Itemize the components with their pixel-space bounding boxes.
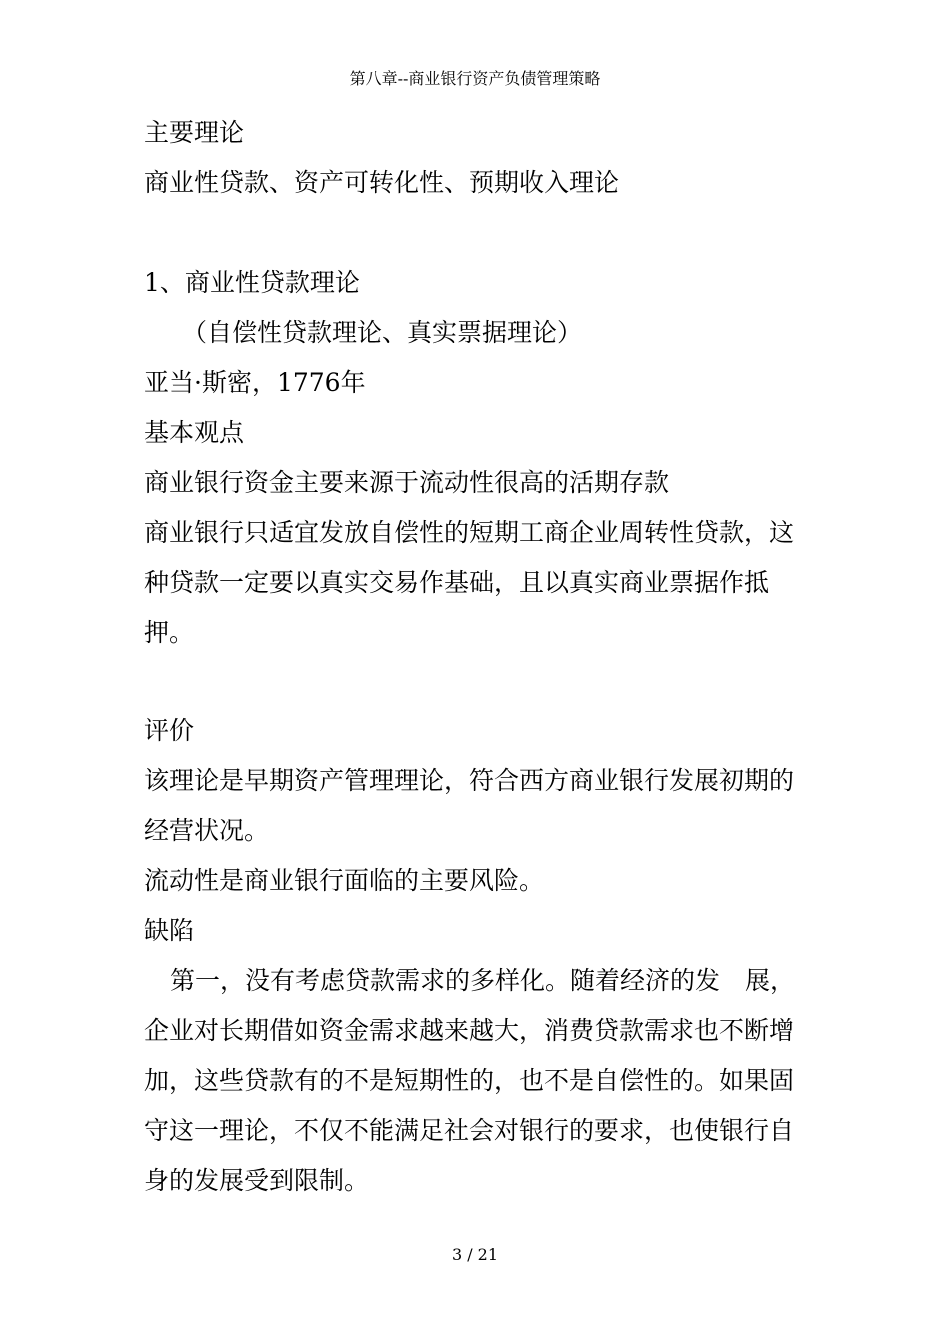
paragraph-line: 加，这些贷款有的不是短期性的，也不是自偿性的。如果固 <box>144 1066 795 1095</box>
heading-basic-view: 基本观点 <box>144 418 245 447</box>
paragraph-line: 押。 <box>144 618 195 647</box>
paragraph-line: 流动性是商业银行面临的主要风险。 <box>144 866 545 895</box>
paragraph-line: 商业银行只适宜发放自偿性的短期工商企业周转性贷款，这 <box>144 518 795 547</box>
paragraph-line: 守这一理论，不仅不能满足社会对银行的要求，也使银行自 <box>144 1116 795 1145</box>
page-number: 3 / 21 <box>451 1245 499 1264</box>
heading-main-theories: 主要理论 <box>144 118 245 147</box>
page-header: 第八章--商业银行资产负债管理策略 <box>349 69 601 88</box>
paragraph-line: 种贷款一定要以真实交易作基础，且以真实商业票据作抵 <box>144 568 770 597</box>
section-subtitle: （自偿性贷款理论、真实票据理论） <box>182 318 583 347</box>
heading-defects: 缺陷 <box>144 916 195 945</box>
section-heading: 1、商业性贷款理论 <box>144 268 360 297</box>
paragraph-line: 商业银行资金主要来源于流动性很高的活期存款 <box>144 468 670 497</box>
heading-evaluation: 评价 <box>144 716 195 745</box>
paragraph-line: 身的发展受到限制。 <box>144 1166 370 1195</box>
theory-list: 商业性贷款、资产可转化性、预期收入理论 <box>144 168 620 197</box>
paragraph-line: 第一，没有考虑贷款需求的多样化。随着经济的发 展， <box>170 966 796 995</box>
paragraph-line: 企业对长期借如资金需求越来越大，消费贷款需求也不断增 <box>144 1016 795 1045</box>
author-year: 亚当·斯密，1776年 <box>144 368 366 397</box>
paragraph-line: 该理论是早期资产管理理论，符合西方商业银行发展初期的 <box>144 766 795 795</box>
paragraph-line: 经营状况。 <box>144 816 270 845</box>
